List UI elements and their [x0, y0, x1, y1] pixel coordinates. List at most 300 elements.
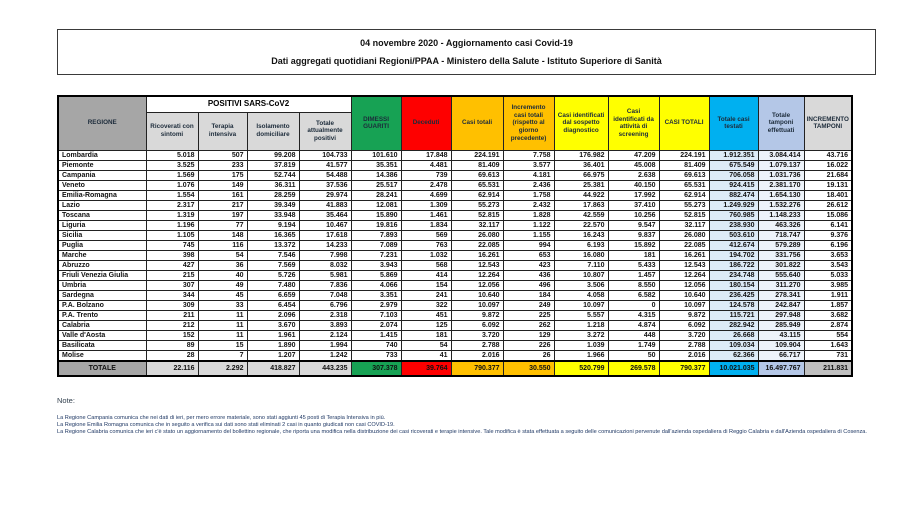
table-row: [58, 320, 852, 330]
value-cell: 1.828: [503, 210, 554, 220]
value-cell: 740: [351, 340, 401, 350]
value-cell: 124.578: [709, 300, 758, 310]
table-row: [58, 170, 852, 180]
value-cell: 55.273: [659, 200, 709, 210]
total-value-cell: 418.827: [247, 361, 299, 376]
value-cell: 52.815: [451, 210, 503, 220]
value-cell: 9.547: [608, 220, 659, 230]
value-cell: 653: [503, 250, 554, 260]
value-cell: 154: [401, 280, 451, 290]
value-cell: 4.058: [554, 290, 608, 300]
value-cell: 35.464: [299, 210, 351, 220]
value-cell: 33.948: [247, 210, 299, 220]
column-header-incremento-tamponi: INCREMENTO TAMPONI: [804, 96, 852, 150]
value-cell: 1.039: [554, 340, 608, 350]
value-cell: 28.241: [351, 190, 401, 200]
table-row: [58, 300, 852, 310]
value-cell: 718.747: [758, 230, 804, 240]
value-cell: 45: [198, 290, 247, 300]
table-footer: [58, 361, 852, 376]
value-cell: 33: [198, 300, 247, 310]
column-header-dimessi-guariti: DIMESSI GUARITI: [351, 96, 401, 150]
value-cell: 496: [503, 280, 554, 290]
column-header-casi-totali-caps: CASI TOTALI: [659, 96, 709, 150]
value-cell: 40: [198, 270, 247, 280]
value-cell: 10.097: [451, 300, 503, 310]
value-cell: 7.893: [351, 230, 401, 240]
value-cell: 41.577: [299, 160, 351, 170]
value-cell: 10.807: [554, 270, 608, 280]
value-cell: 241: [401, 290, 451, 300]
value-cell: 5.018: [146, 150, 198, 160]
value-cell: 3.670: [247, 320, 299, 330]
value-cell: 307: [146, 280, 198, 290]
value-cell: 249: [503, 300, 554, 310]
value-cell: 8.550: [608, 280, 659, 290]
value-cell: 17.863: [554, 200, 608, 210]
value-cell: 17.618: [299, 230, 351, 240]
value-cell: 6.092: [659, 320, 709, 330]
value-cell: 507: [198, 150, 247, 160]
value-cell: 568: [401, 260, 451, 270]
value-cell: 39.349: [247, 200, 299, 210]
value-cell: 5.726: [247, 270, 299, 280]
value-cell: 197: [198, 210, 247, 220]
value-cell: 194.702: [709, 250, 758, 260]
value-cell: 10.097: [554, 300, 608, 310]
value-cell: 81.409: [451, 160, 503, 170]
value-cell: 42.559: [554, 210, 608, 220]
value-cell: 26.612: [804, 200, 852, 210]
value-cell: 69.613: [451, 170, 503, 180]
total-label-cell: TOTALE: [58, 361, 146, 376]
value-cell: 1.994: [299, 340, 351, 350]
value-cell: 448: [608, 330, 659, 340]
value-cell: 569: [401, 230, 451, 240]
table-row: [58, 350, 852, 361]
value-cell: 2.638: [608, 170, 659, 180]
value-cell: 238.930: [709, 220, 758, 230]
value-cell: 2.016: [659, 350, 709, 361]
value-cell: 184: [503, 290, 554, 300]
group-header-positivi-sars-cov2: POSITIVI SARS-CoV2: [146, 96, 351, 112]
value-cell: 215: [146, 270, 198, 280]
note-calabria: La Regione Calabria comunica che ieri c'è stato un aggiornamento del bollettino regionale, che riporta una modifica nella distribuzione dei casi ricoverati e terapie intensive. Tale modifica è stata effettuata a seguito delle comunicazioni pervenute dall'azienda ospedaliera di Reggio Calabria e dall'Azienda ospedaliera di Cosenza.: [57, 429, 867, 436]
value-cell: 22.085: [451, 240, 503, 250]
value-cell: 8.032: [299, 260, 351, 270]
table-row: [58, 210, 852, 220]
value-cell: 3.577: [503, 160, 554, 170]
column-header-isolamento-domiciliare: Isolamento domiciliare: [247, 112, 299, 150]
value-cell: 4.481: [401, 160, 451, 170]
value-cell: 9.837: [608, 230, 659, 240]
value-cell: 1.961: [247, 330, 299, 340]
value-cell: 5.981: [299, 270, 351, 280]
value-cell: 12.264: [659, 270, 709, 280]
value-cell: 116: [198, 240, 247, 250]
region-cell: Molise: [58, 350, 146, 361]
value-cell: 994: [503, 240, 554, 250]
column-header-casi-sospetto-diagnostico: Casi identificati dal sospetto diagnostico: [554, 96, 608, 150]
total-value-cell: 16.497.767: [758, 361, 804, 376]
value-cell: 311.270: [758, 280, 804, 290]
value-cell: 6.796: [299, 300, 351, 310]
region-cell: Liguria: [58, 220, 146, 230]
value-cell: 28: [146, 350, 198, 361]
value-cell: 1.890: [247, 340, 299, 350]
value-cell: 15.892: [608, 240, 659, 250]
value-cell: 52.744: [247, 170, 299, 180]
table-row: [58, 180, 852, 190]
value-cell: 25.517: [351, 180, 401, 190]
value-cell: 3.720: [659, 330, 709, 340]
value-cell: 7.480: [247, 280, 299, 290]
value-cell: 37.410: [608, 200, 659, 210]
value-cell: 12.543: [451, 260, 503, 270]
value-cell: 3.943: [351, 260, 401, 270]
value-cell: 6.454: [247, 300, 299, 310]
value-cell: 69.613: [659, 170, 709, 180]
value-cell: 224.191: [659, 150, 709, 160]
value-cell: 19.131: [804, 180, 852, 190]
note-emilia-romagna: La Regione Emilia Romagna comunica che in seguito a verifica sui dati sono stati eliminati 2 casi in quanto giudicati non casi COVID-19.: [57, 422, 395, 429]
value-cell: 62.366: [709, 350, 758, 361]
notes-title: Note:: [57, 396, 75, 405]
value-cell: 3.893: [299, 320, 351, 330]
value-cell: 28.259: [247, 190, 299, 200]
value-cell: 2.096: [247, 310, 299, 320]
value-cell: 54: [198, 250, 247, 260]
value-cell: 11: [198, 320, 247, 330]
value-cell: 77: [198, 220, 247, 230]
value-cell: 731: [804, 350, 852, 361]
value-cell: 9.872: [451, 310, 503, 320]
value-cell: 2.016: [451, 350, 503, 361]
report-title-date: 04 novembre 2020 - Aggiornamento casi Covid-19: [360, 38, 573, 48]
region-cell: Lombardia: [58, 150, 146, 160]
value-cell: 16.022: [804, 160, 852, 170]
value-cell: 4.699: [401, 190, 451, 200]
column-header-totale-casi-testati: Totale casi testati: [709, 96, 758, 150]
value-cell: 7.569: [247, 260, 299, 270]
value-cell: 236.425: [709, 290, 758, 300]
total-value-cell: 790.377: [659, 361, 709, 376]
table-row: [58, 190, 852, 200]
value-cell: 1.032: [401, 250, 451, 260]
value-cell: 212: [146, 320, 198, 330]
value-cell: 1.966: [554, 350, 608, 361]
value-cell: 706.058: [709, 170, 758, 180]
value-cell: 7.998: [299, 250, 351, 260]
value-cell: 50: [608, 350, 659, 361]
value-cell: 2.432: [503, 200, 554, 210]
region-cell: Sardegna: [58, 290, 146, 300]
value-cell: 12.543: [659, 260, 709, 270]
value-cell: 15.890: [351, 210, 401, 220]
value-cell: 52.815: [659, 210, 709, 220]
value-cell: 262: [503, 320, 554, 330]
value-cell: 414: [401, 270, 451, 280]
table-row: [58, 220, 852, 230]
value-cell: 7.103: [351, 310, 401, 320]
value-cell: 26.080: [659, 230, 709, 240]
value-cell: 1.911: [804, 290, 852, 300]
table-row: [58, 260, 852, 270]
value-cell: 40.150: [608, 180, 659, 190]
value-cell: 3.682: [804, 310, 852, 320]
value-cell: 4.315: [608, 310, 659, 320]
value-cell: 3.720: [451, 330, 503, 340]
value-cell: 26: [503, 350, 554, 361]
value-cell: 225: [503, 310, 554, 320]
value-cell: 36: [198, 260, 247, 270]
value-cell: 7: [198, 350, 247, 361]
value-cell: 6.193: [554, 240, 608, 250]
value-cell: 36.401: [554, 160, 608, 170]
total-value-cell: 2.292: [198, 361, 247, 376]
value-cell: 1.155: [503, 230, 554, 240]
value-cell: 226: [503, 340, 554, 350]
value-cell: 2.979: [351, 300, 401, 310]
value-cell: 436: [503, 270, 554, 280]
note-campania: La Regione Campania comunica che nei dati di ieri, per mero errore materiale, sono stati aggiunti 45 posti di Terapia Intensiva in più.: [57, 415, 386, 421]
value-cell: 7.110: [554, 260, 608, 270]
table-row: [58, 160, 852, 170]
value-cell: 3.525: [146, 160, 198, 170]
value-cell: 16.365: [247, 230, 299, 240]
value-cell: 25.381: [554, 180, 608, 190]
table-body: [58, 150, 852, 361]
value-cell: 43.115: [758, 330, 804, 340]
value-cell: 6.092: [451, 320, 503, 330]
value-cell: 99.208: [247, 150, 299, 160]
value-cell: 1.415: [351, 330, 401, 340]
value-cell: 451: [401, 310, 451, 320]
value-cell: 3.985: [804, 280, 852, 290]
total-value-cell: 790.377: [451, 361, 503, 376]
value-cell: 81.409: [659, 160, 709, 170]
total-value-cell: 22.116: [146, 361, 198, 376]
value-cell: 5.869: [351, 270, 401, 280]
value-cell: 101.610: [351, 150, 401, 160]
table-row: [58, 200, 852, 210]
value-cell: 43.716: [804, 150, 852, 160]
region-cell: Lazio: [58, 200, 146, 210]
value-cell: 2.318: [299, 310, 351, 320]
value-cell: 1.749: [608, 340, 659, 350]
value-cell: 12.264: [451, 270, 503, 280]
value-cell: 555.640: [758, 270, 804, 280]
table-row: [58, 230, 852, 240]
region-cell: Toscana: [58, 210, 146, 220]
table-row: [58, 280, 852, 290]
value-cell: 1.105: [146, 230, 198, 240]
total-value-cell: 520.799: [554, 361, 608, 376]
value-cell: 7.231: [351, 250, 401, 260]
value-cell: 181: [608, 250, 659, 260]
value-cell: 2.317: [146, 200, 198, 210]
value-cell: 54.488: [299, 170, 351, 180]
column-header-terapia-intensiva: Terapia intensiva: [198, 112, 247, 150]
value-cell: 16.080: [554, 250, 608, 260]
value-cell: 733: [351, 350, 401, 361]
value-cell: 10.097: [659, 300, 709, 310]
value-cell: 32.117: [451, 220, 503, 230]
value-cell: 1.031.736: [758, 170, 804, 180]
value-cell: 278.341: [758, 290, 804, 300]
value-cell: 1.218: [554, 320, 608, 330]
value-cell: 1.834: [401, 220, 451, 230]
total-value-cell: 443.235: [299, 361, 351, 376]
value-cell: 763: [401, 240, 451, 250]
region-cell: Friuli Venezia Giulia: [58, 270, 146, 280]
header-group-row: [58, 96, 852, 112]
value-cell: 224.191: [451, 150, 503, 160]
value-cell: 7.048: [299, 290, 351, 300]
value-cell: 11: [198, 330, 247, 340]
value-cell: 55.273: [451, 200, 503, 210]
total-value-cell: 211.831: [804, 361, 852, 376]
value-cell: 301.822: [758, 260, 804, 270]
value-cell: 152: [146, 330, 198, 340]
table-row: [58, 310, 852, 320]
value-cell: 26.668: [709, 330, 758, 340]
value-cell: 4.181: [503, 170, 554, 180]
value-cell: 62.914: [659, 190, 709, 200]
value-cell: 10.256: [608, 210, 659, 220]
column-header-deceduti: Deceduti: [401, 96, 451, 150]
value-cell: 760.985: [709, 210, 758, 220]
value-cell: 282.942: [709, 320, 758, 330]
value-cell: 181: [401, 330, 451, 340]
value-cell: 9.872: [659, 310, 709, 320]
value-cell: 22.085: [659, 240, 709, 250]
table-row: [58, 290, 852, 300]
value-cell: 9.194: [247, 220, 299, 230]
value-cell: 14.233: [299, 240, 351, 250]
value-cell: 186.722: [709, 260, 758, 270]
region-cell: Piemonte: [58, 160, 146, 170]
value-cell: 1.912.351: [709, 150, 758, 160]
value-cell: 1.569: [146, 170, 198, 180]
region-cell: Veneto: [58, 180, 146, 190]
value-cell: 1.309: [401, 200, 451, 210]
value-cell: 36.311: [247, 180, 299, 190]
value-cell: 125: [401, 320, 451, 330]
value-cell: 7.546: [247, 250, 299, 260]
report-subtitle: Dati aggregati quotidiani Regioni/PPAA - Ministero della Salute - Istituto Superiore di Sanità: [271, 56, 662, 66]
value-cell: 423: [503, 260, 554, 270]
value-cell: 41.883: [299, 200, 351, 210]
value-cell: 1.242: [299, 350, 351, 361]
column-header-casi-totali: Casi totali: [451, 96, 503, 150]
value-cell: 26.080: [451, 230, 503, 240]
value-cell: 6.659: [247, 290, 299, 300]
value-cell: 398: [146, 250, 198, 260]
value-cell: 148: [198, 230, 247, 240]
total-value-cell: 10.021.035: [709, 361, 758, 376]
value-cell: 44.922: [554, 190, 608, 200]
value-cell: 1.758: [503, 190, 554, 200]
value-cell: 1.532.276: [758, 200, 804, 210]
total-value-cell: 30.550: [503, 361, 554, 376]
total-value-cell: 307.378: [351, 361, 401, 376]
value-cell: 15: [198, 340, 247, 350]
value-cell: 109.034: [709, 340, 758, 350]
value-cell: 49: [198, 280, 247, 290]
value-cell: 19.816: [351, 220, 401, 230]
value-cell: 234.748: [709, 270, 758, 280]
value-cell: 175: [198, 170, 247, 180]
value-cell: 0: [608, 300, 659, 310]
value-cell: 5.557: [554, 310, 608, 320]
value-cell: 37.536: [299, 180, 351, 190]
table-row: [58, 340, 852, 350]
region-cell: Basilicata: [58, 340, 146, 350]
value-cell: 1.122: [503, 220, 554, 230]
value-cell: 285.949: [758, 320, 804, 330]
value-cell: 3.506: [554, 280, 608, 290]
region-cell: P.A. Trento: [58, 310, 146, 320]
value-cell: 5.433: [608, 260, 659, 270]
value-cell: 6.196: [804, 240, 852, 250]
value-cell: 45.008: [608, 160, 659, 170]
column-header-totale-attualmente-positivi: Totale attualmente positivi: [299, 112, 351, 150]
value-cell: 3.351: [351, 290, 401, 300]
value-cell: 3.653: [804, 250, 852, 260]
value-cell: 89: [146, 340, 198, 350]
value-cell: 17.992: [608, 190, 659, 200]
value-cell: 15.086: [804, 210, 852, 220]
value-cell: 18.401: [804, 190, 852, 200]
value-cell: 412.674: [709, 240, 758, 250]
value-cell: 7.758: [503, 150, 554, 160]
value-cell: 1.554: [146, 190, 198, 200]
value-cell: 65.531: [451, 180, 503, 190]
value-cell: 1.076: [146, 180, 198, 190]
value-cell: 579.289: [758, 240, 804, 250]
column-header-regione: REGIONE: [58, 96, 146, 150]
value-cell: 1.643: [804, 340, 852, 350]
total-value-cell: 269.578: [608, 361, 659, 376]
value-cell: 65.531: [659, 180, 709, 190]
value-cell: 331.756: [758, 250, 804, 260]
value-cell: 1.079.137: [758, 160, 804, 170]
covid-data-table: [57, 95, 853, 377]
column-header-incremento-casi-totali: Incremento casi totali (rispetto al giorno precedente): [503, 96, 554, 150]
value-cell: 554: [804, 330, 852, 340]
value-cell: 1.857: [804, 300, 852, 310]
region-cell: Marche: [58, 250, 146, 260]
region-cell: Campania: [58, 170, 146, 180]
value-cell: 41: [401, 350, 451, 361]
total-row: [58, 361, 852, 376]
value-cell: 176.982: [554, 150, 608, 160]
region-cell: Umbria: [58, 280, 146, 290]
region-cell: Valle d'Aosta: [58, 330, 146, 340]
notes-section: [57, 396, 887, 437]
value-cell: 1.249.929: [709, 200, 758, 210]
region-cell: Abruzzo: [58, 260, 146, 270]
value-cell: 12.081: [351, 200, 401, 210]
value-cell: 12.056: [451, 280, 503, 290]
value-cell: 161: [198, 190, 247, 200]
region-cell: Puglia: [58, 240, 146, 250]
value-cell: 297.948: [758, 310, 804, 320]
table-row: [58, 330, 852, 340]
value-cell: 10.640: [659, 290, 709, 300]
value-cell: 4.874: [608, 320, 659, 330]
